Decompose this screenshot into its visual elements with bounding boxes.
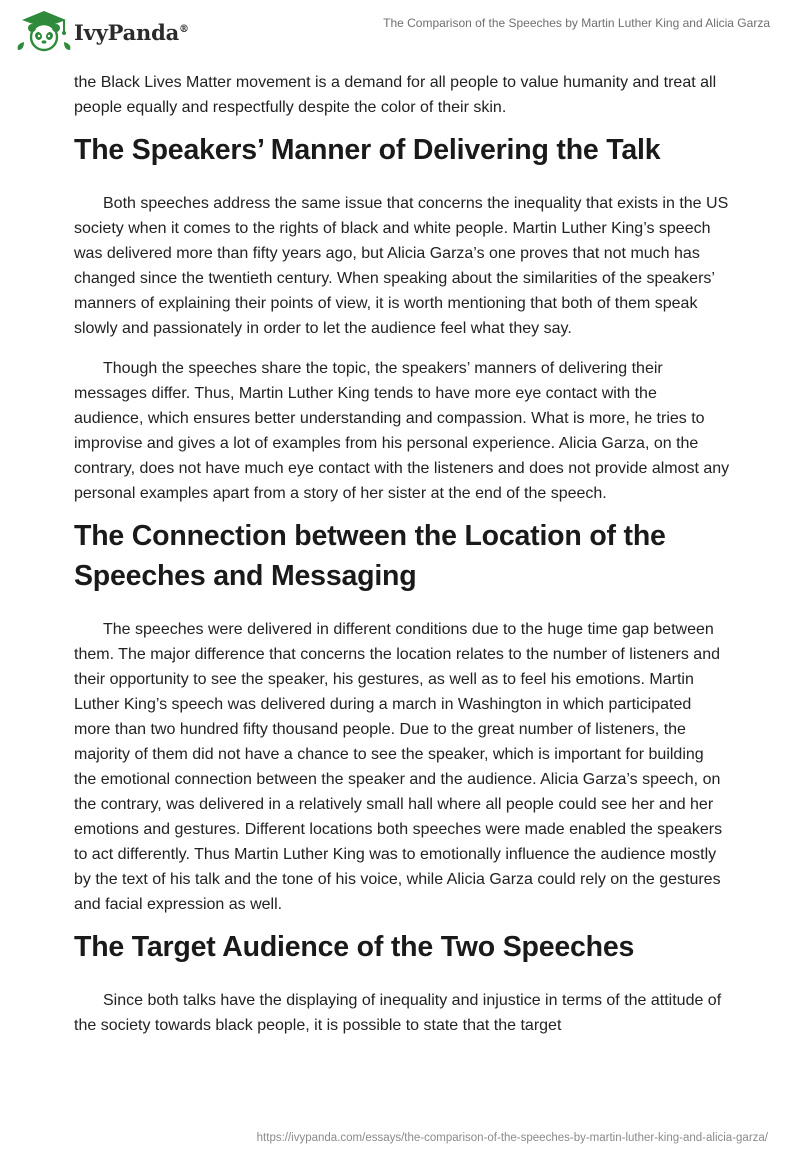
- section-heading-audience: The Target Audience of the Two Speeches: [74, 931, 635, 963]
- intro-paragraph-tail: the Black Lives Matter movement is a demand for all people to value humanity and treat all people equally and respectfully despite the color of their skin.: [74, 74, 717, 116]
- ivypanda-logo[interactable]: [14, 8, 189, 52]
- panda-graduate-icon: [14, 8, 72, 52]
- section-heading-manner: The Speakers’ Manner of Delivering the Talk: [74, 134, 661, 166]
- essay-body: [74, 70, 730, 1038]
- paragraph-manner-1: Both speeches address the same issue that concerns the inequality that exists in the US society when it comes to the rights of black and white people. Martin Luther King’s speech was delivered more than fifty years ago, but Alicia Garza’s one proves that not much has changed since the twentieth century. When speaking about the similarities of the speakers’ manners of explaining their points of view, it is worth mentioning that both of them speak slowly and passionately in order to let the audience feel what they say.: [74, 195, 729, 337]
- page-header: [0, 0, 800, 60]
- document-title: The Comparison of the Speeches by Martin Luther King and Alicia Garza: [383, 16, 770, 30]
- paragraph-audience-1: Since both talks have the displaying of inequality and injustice in terms of the attitude of the society towards black people, it is possible to state that the target: [74, 992, 722, 1034]
- section-heading-location: The Connection between the Location of the Speeches and Messaging: [74, 520, 666, 592]
- paragraph-manner-2: Though the speeches share the topic, the speakers’ manners of delivering their messages differ. Thus, Martin Luther King tends to have more eye contact with the audience, which ensures better understanding and compassion. What is more, he tries to improvise and gives a lot of examples from his personal experience. Alicia Garza, on the contrary, does not have much eye contact with the listeners and does not provide almost any personal examples apart from a story of her sister at the end of the speech.: [74, 360, 730, 502]
- source-url[interactable]: https://ivypanda.com/essays/the-comparison-of-the-speeches-by-martin-luther-king-and-alicia-garza/: [256, 1132, 768, 1144]
- brand-name: IvyPanda®: [74, 19, 189, 45]
- paragraph-location-1: The speeches were delivered in different conditions due to the huge time gap between them. The major difference that concerns the location relates to the number of listeners and their opportunity to see the speaker, his gestures, as well as to feel his emotions. Martin Luther King’s speech was delivered during a march in Washington in which participated more than two hundred fifty thousand people. Due to the great number of listeners, the majority of them did not have a chance to see the speaker, which is important for building the emotional connection between the speaker and the audience. Alicia Garza’s speech, on the contrary, was delivered in a relatively small hall where all people could see her and her emotions and gestures. Different locations both speeches were made enabled the speakers to act differently. Thus Martin Luther King was to emotionally influence the audience mostly by the text of his talk and the tone of his voice, while Alicia Garza could rely on the gestures and facial expression as well.: [74, 621, 723, 913]
